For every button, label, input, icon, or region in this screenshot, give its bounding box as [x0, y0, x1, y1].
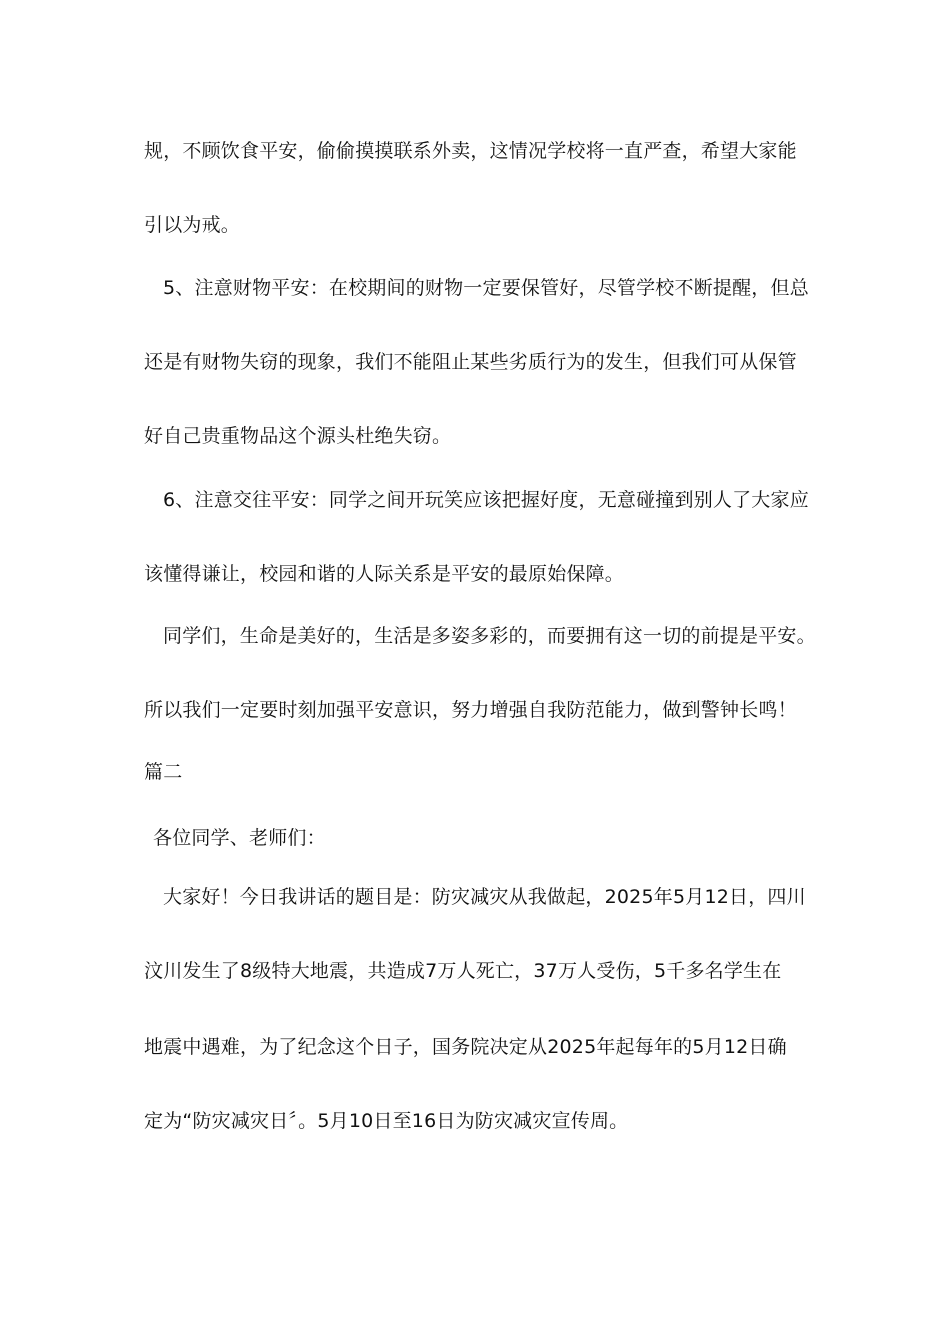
paragraph-line: 同学们，生命是美好的，生活是多姿多彩的，而要拥有这一切的前提是平安。: [163, 625, 816, 647]
paragraph-line: 规，不顾饮食平安，偷偷摸摸联系外卖，这情况学校将一直严查，希望大家能: [144, 140, 797, 162]
paragraph-line: 引以为戒。: [144, 214, 241, 236]
paragraph-line: 6、注意交往平安：同学之间开玩笑应该把握好度，无意碰撞到别人了大家应: [163, 489, 809, 511]
salutation-line: 各位同学、老师们：: [153, 827, 326, 849]
paragraph-line: 大家好！今日我讲话的题目是：防灾减灾从我做起，2025年5月12日，四川: [163, 886, 806, 908]
section-heading: 篇二: [144, 761, 183, 783]
paragraph-line: 地震中遇难，为了纪念这个日子，国务院决定从2025年起每年的5月12日确: [144, 1036, 787, 1058]
paragraph-line: 还是有财物失窃的现象，我们不能阻止某些劣质行为的发生，但我们可从保管: [144, 351, 797, 373]
paragraph-line: 定为“防灾减灾日〞。5月10日至16日为防灾减灾宣传周。: [144, 1110, 629, 1132]
paragraph-line: 汶川发生了8级特大地震，共造成7万人死亡，37万人受伤，5千多名学生在: [144, 960, 782, 982]
paragraph-line: 该懂得谦让，校园和谐的人际关系是平安的最原始保障。: [144, 563, 625, 585]
paragraph-line: 好自己贵重物品这个源头杜绝失窃。: [144, 425, 452, 447]
paragraph-line: 所以我们一定要时刻加强平安意识，努力增强自我防范能力，做到警钟长鸣！: [144, 699, 797, 721]
paragraph-line: 5、注意财物平安：在校期间的财物一定要保管好，尽管学校不断提醒，但总: [163, 277, 809, 299]
